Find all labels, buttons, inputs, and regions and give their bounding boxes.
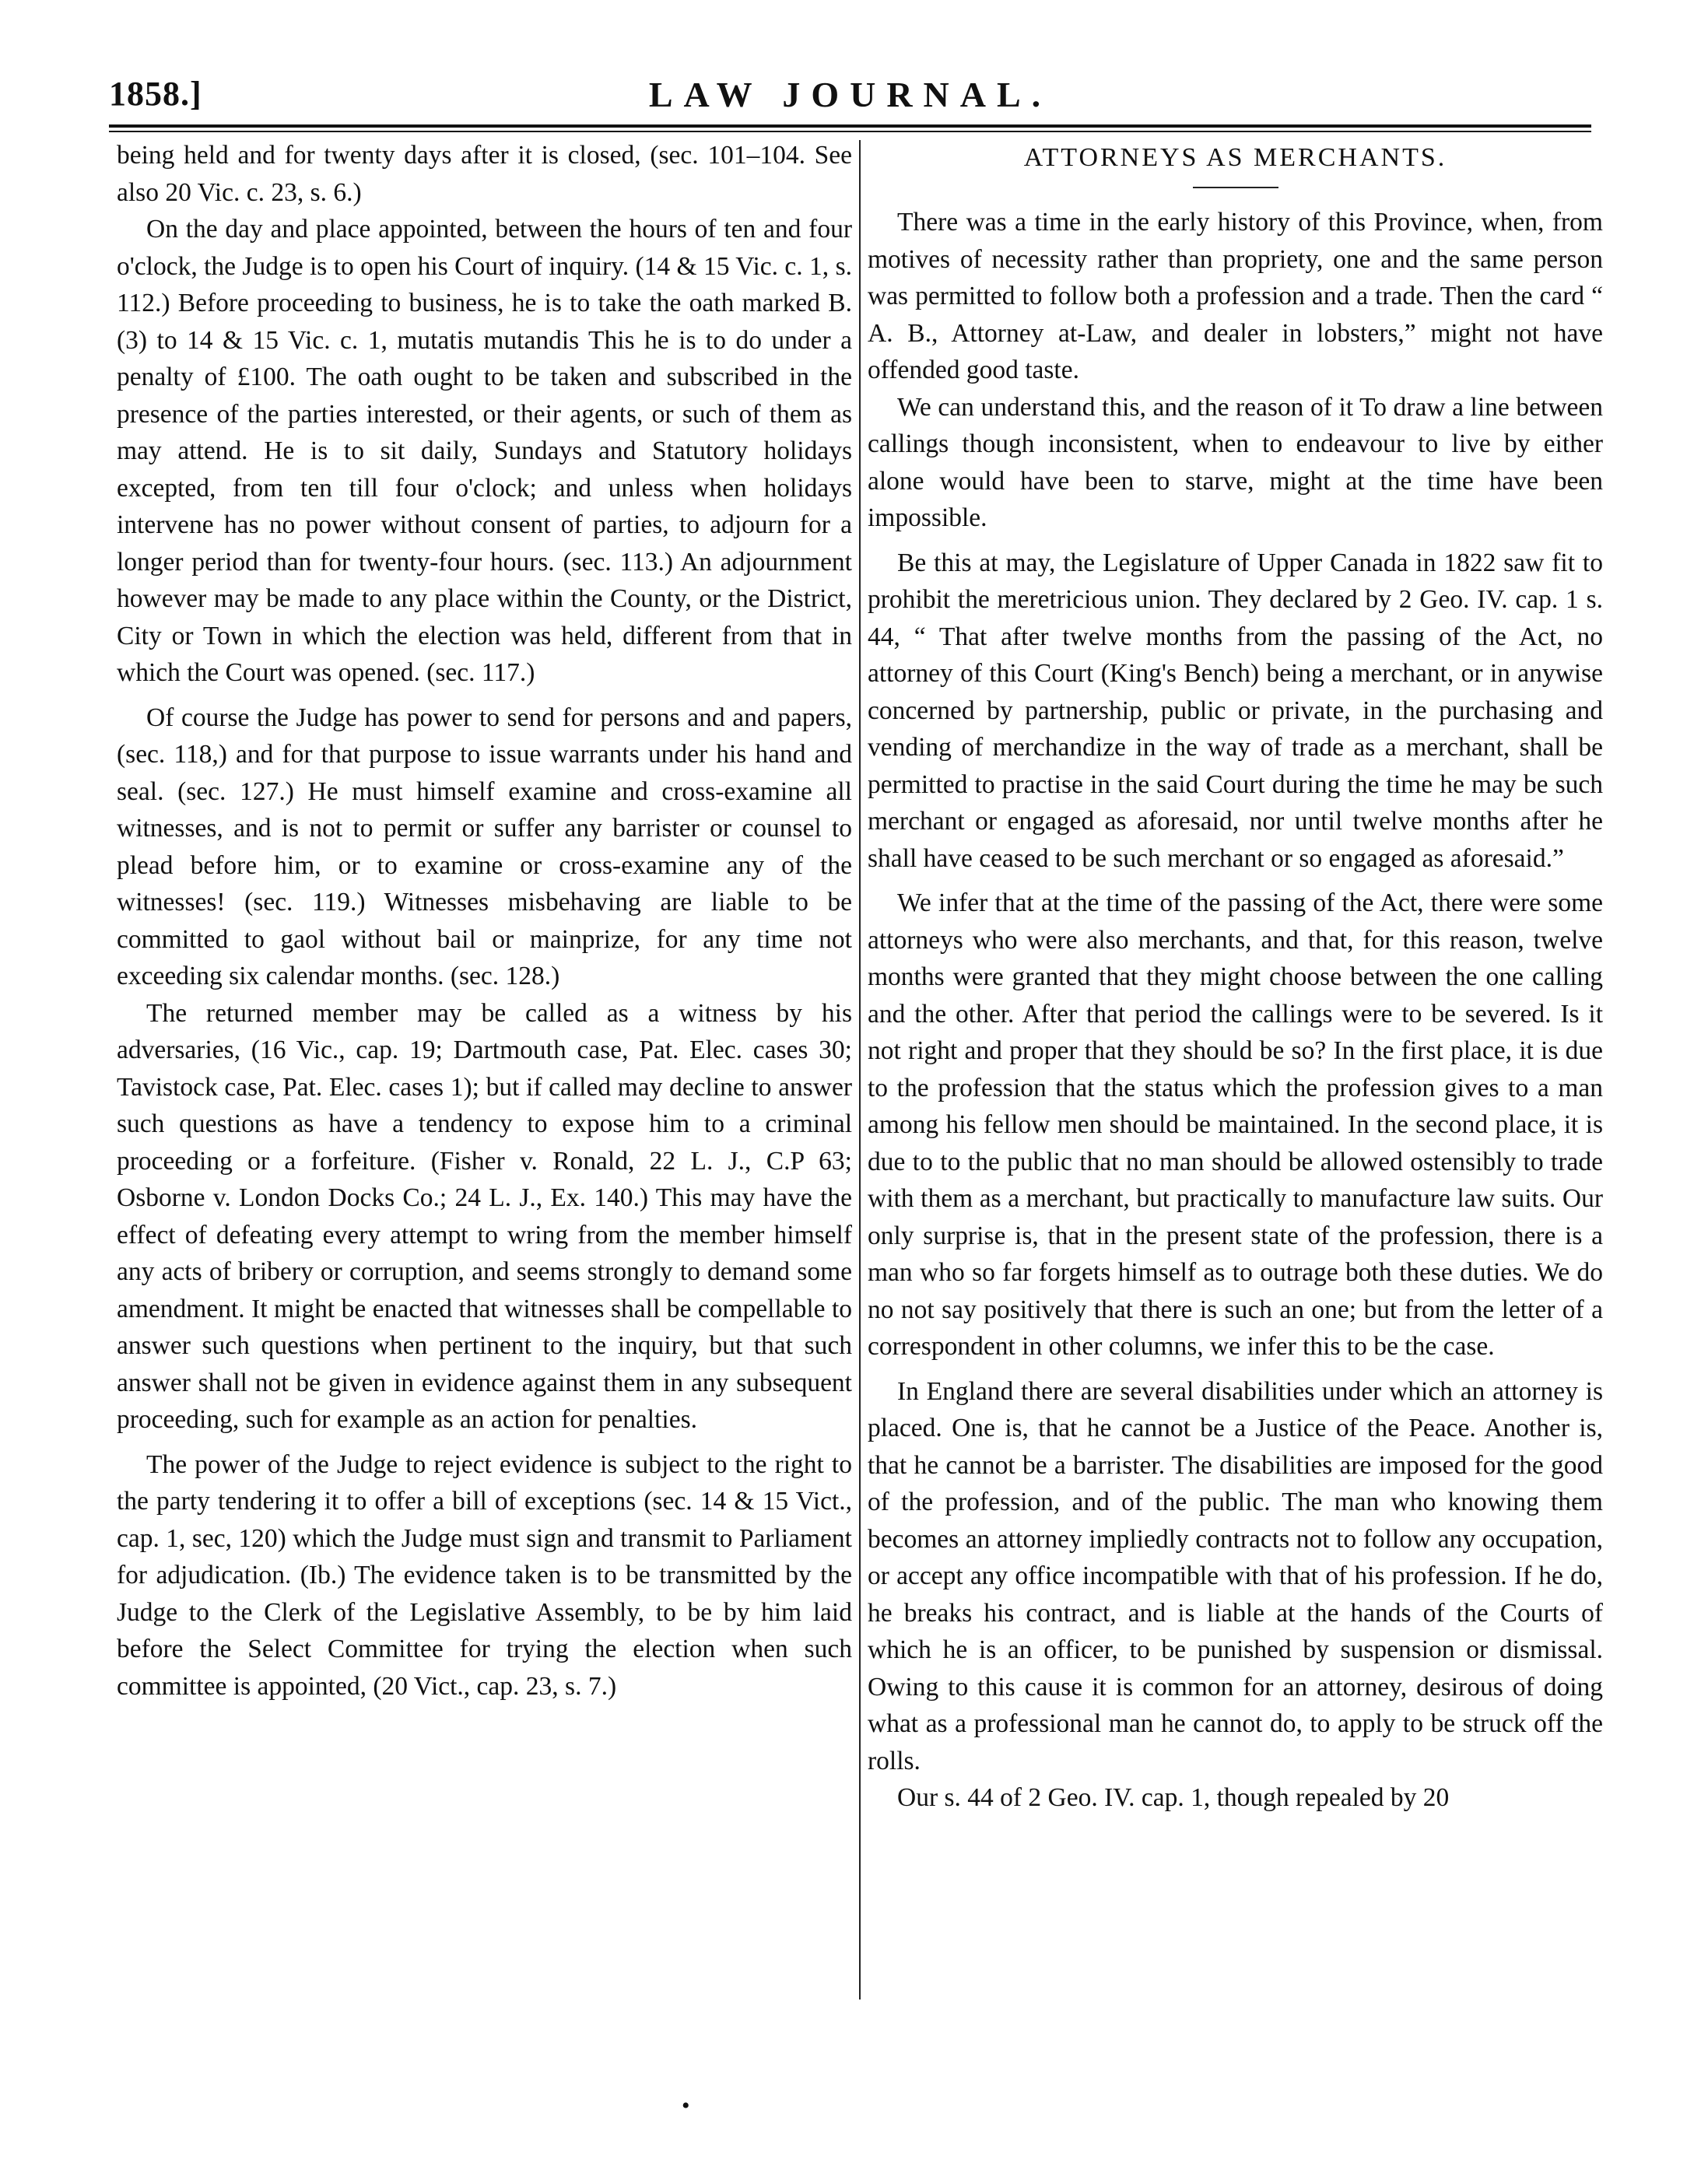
- title-rule: [1193, 187, 1278, 188]
- right-paragraph: In England there are several disabilities under which an attorney is placed. One is, that he cannot be a Justice of the Peace. Another is, that he cannot be a barrister. The disabilities are imposed for the good of the profession, and of the public. The man who knowing them becomes an attorney impliedly contracts not to follow any occupation, or accept any office incompatible with that of his profession. If he do, he breaks his contract, and is liable at the hands of the Courts of which he is an officer, to be punished by suspension or dismissal. Owing to this cause it is common for an attorney, desirous of doing what as a professional man he cannot do, to apply to be struck off the rolls.: [868, 1376, 1603, 1775]
- left-column: [117, 137, 852, 1989]
- header-rule-thick: [109, 124, 1591, 128]
- right-paragraph: Be this at may, the Legislature of Upper Canada in 1822 saw fit to prohibit the meretricious union. They declared by 2 Geo. IV. cap. 1 s. 44, “ That after twelve months from the passing of the Act, no attorney of this Court (King's Bench) being a merchant, or in anywise concerned by partnership, public or private, in the purchasing and vending of merchandize in the way of trade as a merchant, shall be permitted to practise in the said Court during the time he may be such merchant or engaged as aforesaid, nor until twelve months after he shall have ceased to be such merchant or so engaged as aforesaid.”: [868, 548, 1603, 873]
- left-paragraph: Of course the Judge has power to send for persons and and papers, (sec. 118,) and for that purpose to issue warrants under his hand and seal. (sec. 127.) He must himself examine and cross-examine all witnesses, and is not to permit or suffer any barrister or counsel to plead before him, or to examine or cross-examine any of the witnesses! (sec. 119.) Witnesses misbehaving are liable to be committed to gaol without bail or mainprize, for any time not exceeding six calendar months. (sec. 128.): [117, 703, 852, 990]
- article-title: ATTORNEYS AS MERCHANTS.: [1023, 143, 1447, 172]
- header-rule-thin: [109, 131, 1591, 132]
- right-paragraph: We can understand this, and the reason of it To draw a line between callings though inconsistent, when to endeavour to live by either alone would have been to starve, might at the time have been impossible.: [868, 392, 1603, 532]
- right-column: [868, 137, 1603, 1989]
- left-paragraph-continued: being held and for twenty days after it is closed, (sec. 101–104. See also 20 Vic. c. 23, s. 6.): [117, 141, 852, 207]
- column-divider: [859, 140, 861, 2000]
- left-paragraph: The power of the Judge to reject evidence is subject to the right to the party tendering it to offer a bill of exceptions (sec. 14 & 15 Vict., cap. 1, sec, 120) which the Judge must sign and transmit to Parliament for adjudication. (Ib.) The evidence taken is to be transmitted by the Judge to the Clerk of the Legislative Assembly, to be by him laid before the Select Committee for trying the election when such committee is appointed, (20 Vict., cap. 23, s. 7.): [117, 1449, 852, 1701]
- left-paragraph: On the day and place appointed, between the hours of ten and four o'clock, the Judge is to open his Court of inquiry. (14 & 15 Vic. c. 1, s. 112.) Before proceeding to business, he is to take the oath marked B. (3) to 14 & 15 Vic. c. 1, mutatis mutandis This he is to do under a penalty of £100. The oath ought to be taken and subscribed in the presence of the parties interested, or their agents, or such of them as may attend. He is to sit daily, Sundays and Statutory holidays excepted, from ten till four o'clock; and unless when holidays intervene has no power without consent of parties, to adjourn for a longer period than for twenty-four hours. (sec. 113.) An adjournment however may be made to any place within the County, or the District, City or Town in which the election was held, different from that in which the Court was opened. (sec. 117.): [117, 215, 852, 687]
- running-head: [109, 74, 1591, 121]
- page-year: 1858.]: [109, 75, 202, 113]
- right-paragraph: There was a time in the early history of this Province, when, from motives of necessity rather than propriety, one and the same person was permitted to follow both a profession and a trade. Then the card “ A. B., Attorney at-Law, and dealer in lobsters,” might not have offended good taste.: [868, 208, 1603, 384]
- page-bottom-mark: •: [682, 2093, 690, 2119]
- right-paragraph: We infer that at the time of the passing of the Act, there were some attorneys who were also merchants, and that, for this reason, twelve months were granted that they might choose between the one calling and the other. After that period the callings were to be severed. Is it not right and proper that they should be so? In the first place, it is due to the profession that the status which the profession gives to a man among his fellow men should be maintained. In the second place, it is due to to the public that no man should be allowed ostensibly to trade with them as a merchant, but practically to manufacture law suits. Our only surprise is, that in the present state of the profession, there is a man who so far forgets himself as to outrage both these duties. We do no not say positively that there is such an one; but from the letter of a correspondent in other columns, we infer this to be the case.: [868, 888, 1603, 1361]
- right-paragraph-continues: Our s. 44 of 2 Geo. IV. cap. 1, though repealed by 20: [897, 1783, 1450, 1812]
- journal-title: LAW JOURNAL.: [648, 75, 1052, 114]
- left-paragraph: The returned member may be called as a witness by his adversaries, (16 Vic., cap. 19; Dartmouth case, Pat. Elec. cases 30; Tavistock case, Pat. Elec. cases 1); but if called may decline to answer such questions as have a tendency to expose him to a criminal proceeding or a forfeiture. (Fisher v. Ronald, 22 L. J., C.P 63; Osborne v. London Docks Co.; 24 L. J., Ex. 140.) This may have the effect of defeating every attempt to wring from the member himself any acts of bribery or corruption, and seems strongly to demand some amendment. It might be enacted that witnesses shall be compellable to answer such questions when pertinent to the inquiry, but that such answer shall not be given in evidence against them in any subsequent proceeding, such for example as an action for penalties.: [117, 998, 852, 1434]
